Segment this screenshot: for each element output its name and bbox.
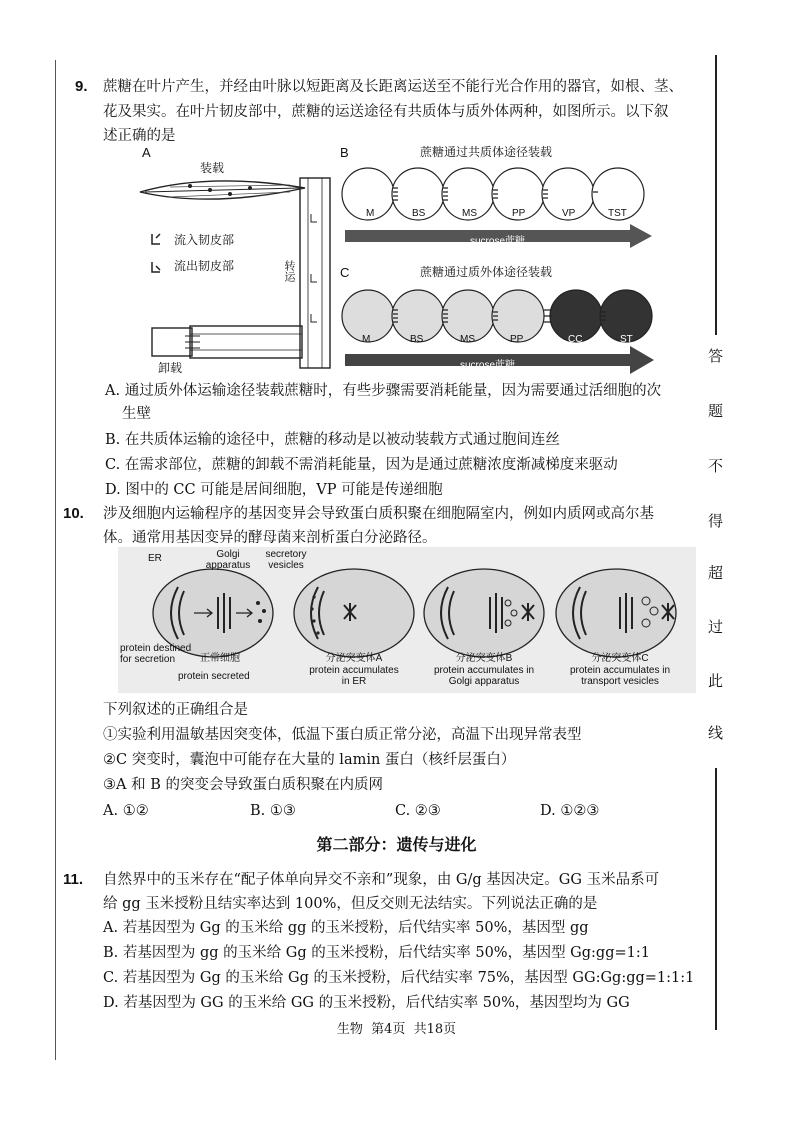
cell-label: PP — [512, 208, 526, 219]
side-char: 答 — [708, 347, 724, 365]
golgi-label: Golgi apparatus — [205, 549, 251, 571]
transport-label: 转运 — [283, 260, 295, 282]
cell-label: VP — [562, 208, 576, 219]
option-c: C. 若基因型为 Gg 的玉米给 Gg 的玉米授粉，后代结实率 75%，基因型 GG:Gg:gg=1:1:1 — [103, 970, 695, 986]
option-d: D. 若基因型为 GG 的玉米给 GG 的玉米授粉，后代结实率 50%，基因型均为 GG — [103, 995, 630, 1011]
cell-label: MS — [460, 334, 475, 345]
leaf-vein-diagram — [130, 144, 340, 376]
section-heading: 第二部分：遗传与进化 — [316, 837, 477, 854]
cell-label: M — [366, 208, 375, 219]
statement-3: ③A 和 B 的突变会导致蛋白质积聚在内质网 — [103, 777, 383, 793]
side-char: 题 — [708, 402, 724, 420]
question-stem-line: 述正确的是 — [103, 128, 176, 144]
panel-label-b: B — [340, 145, 349, 160]
sucrose-arrow-label: sucrose蔗糖 — [470, 236, 526, 247]
mutant-c-en: protein accumulates in transport vesicles — [569, 665, 671, 687]
panel-label-a: A — [142, 145, 151, 160]
option-d: D. 图中的 CC 可能是居间细胞，VP 可能是传递细胞 — [105, 482, 443, 498]
normal-cell-cn: 正常细胞 — [200, 653, 240, 664]
destined-label: protein destined for secretion — [120, 643, 192, 665]
question-number: 9. — [75, 78, 88, 95]
unloading-label: 卸载 — [158, 361, 183, 375]
option-c: C. ②③ — [395, 803, 441, 819]
mutant-a-cn: 分泌突变体A — [325, 653, 383, 664]
vesicles-label: secretory vesicles — [265, 549, 307, 571]
option-b: B. ①③ — [250, 803, 296, 819]
option-b: B. 若基因型为 gg 的玉米给 Gg 的玉米授粉，后代结实率 50%，基因型 Gg:gg=1:1 — [103, 945, 650, 961]
cell-label: MS — [462, 208, 477, 219]
option-a: A. 通过质外体运输途径装载蔗糖时，有些步骤需要消耗能量，因为需要通过活细胞的次 — [105, 383, 662, 399]
side-char: 此 — [708, 672, 724, 690]
option-a: A. 若基因型为 Gg 的玉米给 gg 的玉米授粉，后代结实率 50%，基因型 gg — [103, 920, 589, 936]
option-d: D. ①②③ — [540, 803, 600, 819]
question-stem-line: 蔗糖在叶片产生，并经由叶脉以短距离及长距离运送至不能行光合作用的器官，如根、茎、 — [103, 79, 683, 95]
legend-in-label: 流入韧皮部 — [174, 233, 235, 247]
loading-label: 装载 — [200, 161, 225, 175]
statement-2: ②C 突变时，囊泡中可能存在大量的 lamin 蛋白（核纤层蛋白） — [103, 752, 516, 768]
er-label: ER — [148, 553, 162, 564]
option-b: B. 在共质体运输的途径中，蔗糖的移动是以被动装载方式通过胞间连丝 — [105, 432, 560, 448]
cell-label: TST — [608, 208, 627, 219]
statement-1: ①实验利用温敏基因突变体，低温下蛋白质正常分泌，高温下出现异常表型 — [103, 727, 582, 743]
panel-label-c: C — [340, 265, 350, 280]
mutant-c-cn: 分泌突变体C — [591, 653, 649, 664]
legend-out-label: 流出韧皮部 — [174, 259, 235, 273]
cell-label: CC — [568, 334, 583, 345]
question-stem-line: 体。通常用基因变异的酵母菌来剖析蛋白分泌路径。 — [103, 530, 437, 546]
question-number: 11. — [63, 871, 84, 888]
sucrose-arrow-label: sucrose蔗糖 — [460, 360, 516, 371]
question-stem-line: 自然界中的玉米存在“配子体单向异交不亲和”现象，由 G/g 基因决定。GG 玉米品系可 — [103, 872, 660, 888]
mutant-a-en: protein accumulates in ER — [309, 665, 399, 687]
phloem-loading-figure — [130, 144, 670, 376]
left-margin-rule — [55, 60, 56, 1060]
q10-prompt: 下列叙述的正确组合是 — [103, 702, 248, 718]
side-char: 超 — [708, 564, 724, 582]
cell-label: BS — [410, 334, 424, 345]
cell-label: PP — [510, 334, 524, 345]
side-char: 不 — [708, 457, 724, 475]
question-number: 10. — [63, 505, 84, 522]
cell-label: M — [362, 334, 371, 345]
mutant-b-en: protein accumulates in Golgi apparatus — [433, 665, 535, 687]
right-margin-rule-bottom — [715, 768, 717, 1030]
side-char: 得 — [708, 512, 724, 530]
cell-label: BS — [412, 208, 426, 219]
secretion-pathway-figure — [118, 547, 696, 693]
option-c: C. 在需求部位，蔗糖的卸载不需消耗能量，因为是通过蔗糖浓度渐减梯度来驱动 — [105, 457, 618, 473]
side-char: 线 — [708, 724, 724, 742]
cell-label: ST — [620, 334, 633, 345]
question-stem-line: 给 gg 玉米授粉且结实率达到 100%，但反交则无法结实。下列说法正确的是 — [103, 896, 598, 912]
side-char: 过 — [708, 618, 724, 636]
page-footer: 生物 第4页 共18页 — [336, 1022, 457, 1037]
panel-b-title: 蔗糖通过共质体途径装载 — [420, 145, 553, 159]
normal-cell-en: protein secreted — [178, 671, 250, 682]
option-a-continued: 生壁 — [122, 406, 151, 422]
question-stem-line: 涉及细胞内运输程序的基因变异会导致蛋白质积聚在细胞隔室内，例如内质网或高尔基 — [103, 506, 654, 522]
right-margin-rule-top — [715, 55, 717, 335]
panel-c-title: 蔗糖通过质外体途径装载 — [420, 265, 553, 279]
mutant-b-cn: 分泌突变体B — [455, 653, 513, 664]
question-stem-line: 花及果实。在叶片韧皮部中，蔗糖的运送途径有共质体与质外体两种，如图所示。以下叙 — [103, 104, 669, 120]
option-a: A. ①② — [103, 803, 149, 819]
